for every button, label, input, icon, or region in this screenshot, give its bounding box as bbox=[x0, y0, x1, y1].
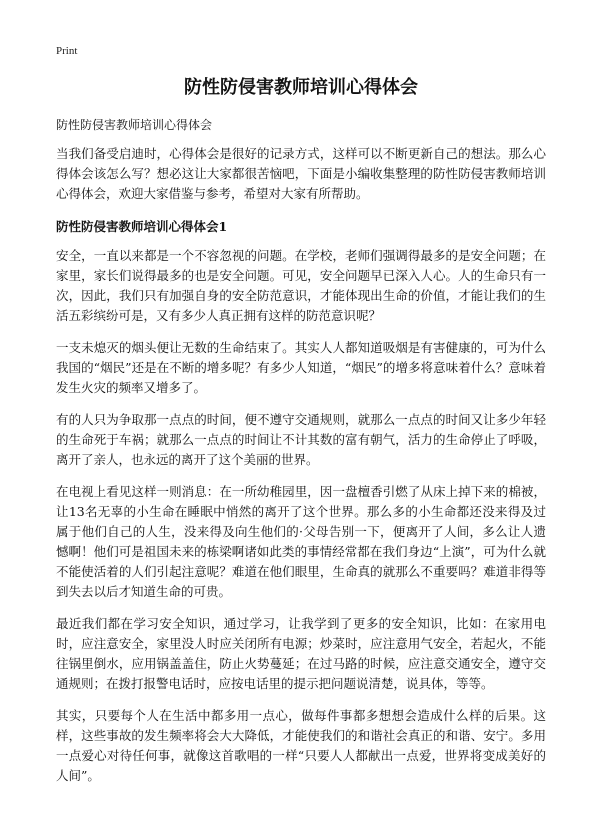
document-page bbox=[56, 44, 546, 798]
section-heading: 防性防侵害教师培训心得体会1 bbox=[56, 219, 228, 234]
body-paragraph: 安全，一直以来都是一个不容忽视的问题。在学校，老师们强调得最多的是安全问题；在家里，家长们说得最多的也是安全问题。可见，安全问题早已深入人心。人的生命只有一次，因此，我们只有加强自身的安全防范意识，才能体现出生命的价值，才能让我们的生活五彩缤纷可是，又有多少人真正拥有这样的防范意识呢？ bbox=[56, 248, 546, 323]
document-subtitle: 防性防侵害教师培训心得体会 bbox=[56, 118, 213, 132]
document-title: 防性防侵害教师培训心得体会 bbox=[184, 77, 418, 98]
body-paragraph: 有的人只为争取那一点点的时间，便不遵守交通规则，就那么一点点的时间又让多少年轻的生命死于车祸；就那么一点点的时间让不计其数的富有朝气，活力的生命停止了呼吸，离开了亲人，也永远的离开了这个美丽的世界。 bbox=[56, 412, 546, 467]
body-paragraph: 在电视上看见这样一则消息：在一所幼稚园里，因一盘檀香引燃了从床上掉下来的棉被，让13名无辜的小生命在睡眠中悄然的离开了这个世界。那么多的小生命都还没来得及过属于他们自己的人生，没来得及向生他们的·父母告别一下，便离开了人间，多么让人遗憾啊！他们可是祖国未来的栋梁啊诸如此类的事情经常都在我们身边“上演”，可为什么就不能使活着的人们引起注意呢？难道在他们眼里，生命真的就那么不重要吗？难道非得等到失去以后才知道生命的可贵。 bbox=[56, 484, 546, 599]
body-paragraph: 其实，只要每个人在生活中都多用一点心，做每件事都多想想会造成什么样的后果。这样，这些事故的发生频率将会大大降低，才能使我们的和谐社会真正的和谐、安宁。多用一点爱心对待任何事，就像这首歌唱的一样“只要人人都献出一点爱，世界将变成美好的人间”。 bbox=[56, 708, 546, 783]
print-link[interactable]: Print bbox=[56, 45, 78, 57]
body-paragraph: 一支未熄灭的烟头便让无数的生命结束了。其实人人都知道吸烟是有害健康的，可为什么我国的“烟民”还是在不断的增多呢？有多少人知道，“烟民”的增多将意味着什么？意味着发生火灾的频率又增多了。 bbox=[56, 340, 546, 395]
body-paragraph: 最近我们都在学习安全知识，通过学习，让我学到了更多的安全知识，比如：在家用电时，应注意安全，家里没人时应关闭所有电源；炒菜时，应注意用气安全，若起火，不能往锅里倒水，应用锅盖盖住，防止火势蔓延；在过马路的时候，应注意交通安全，遵守交通规则；在拨打报警电话时，应按电话里的提示把问题说清楚，说具体，等等。 bbox=[56, 616, 546, 691]
intro-paragraph: 当我们备受启迪时，心得体会是很好的记录方式，这样可以不断更新自己的想法。那么心得体会该怎么写？想必这让大家都很苦恼吧，下面是小编收集整理的防性防侵害教师培训心得体会，欢迎大家借鉴与参考，希望对大家有所帮助。 bbox=[56, 146, 546, 201]
